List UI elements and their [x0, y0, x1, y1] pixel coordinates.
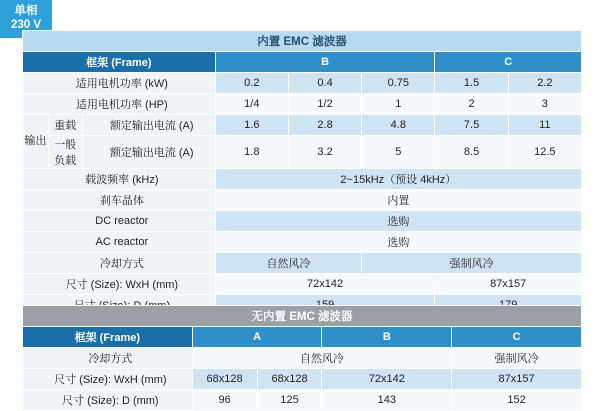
- emc-builtin-table: [22, 30, 582, 316]
- table-row: [23, 211, 582, 232]
- table-row: [23, 369, 582, 390]
- cell: 152: [452, 390, 582, 411]
- output-group-label: 输出: [23, 115, 49, 169]
- cell: 143: [322, 390, 452, 411]
- frame-label-2: 框架 (Frame): [23, 327, 193, 348]
- cell: 1.8: [215, 136, 288, 169]
- cell: 96: [192, 390, 257, 411]
- row-label-cooling-2: 冷却方式: [23, 348, 193, 369]
- cell: 2: [435, 94, 508, 115]
- cell-ac-reactor: 选购: [215, 232, 581, 253]
- table1-title: 内置 EMC 滤波器: [23, 31, 582, 52]
- frame-label: 框架 (Frame): [23, 52, 216, 73]
- cell-brake: 内置: [215, 190, 581, 211]
- cell: 3: [508, 94, 581, 115]
- row-label-current-normal: 额定输出电流 (A): [82, 136, 215, 169]
- table-row: [23, 348, 582, 369]
- row-label-size-wxh-2: 尺寸 (Size): WxH (mm): [23, 369, 193, 390]
- cell: 3.2: [288, 136, 361, 169]
- row-label-kw: 适用电机功率 (kW): [23, 73, 216, 94]
- sub-label-heavy: 重载: [48, 115, 82, 136]
- cell: 4.8: [362, 115, 435, 136]
- badge-voltage: 230 V: [10, 19, 42, 31]
- row-label-cooling: 冷却方式: [23, 253, 216, 274]
- cell-size-wxh-b: 72x142: [215, 274, 435, 295]
- cell: 0.75: [362, 73, 435, 94]
- row-label-size-wxh: 尺寸 (Size): WxH (mm): [23, 274, 216, 295]
- table1-frame-row: [23, 52, 582, 73]
- cell-size-wxh-c: 87x157: [435, 274, 582, 295]
- row-label-ac-reactor: AC reactor: [23, 232, 216, 253]
- row-label-brake: 刹车晶体: [23, 190, 216, 211]
- cell: 7.5: [435, 115, 508, 136]
- cell: 1/4: [215, 94, 288, 115]
- row-label-hp: 适用电机功率 (HP): [23, 94, 216, 115]
- table2-frame-row: [23, 327, 582, 348]
- row-label-carrier: 载波频率 (kHz): [23, 169, 216, 190]
- table2-title-row: [23, 306, 582, 327]
- row-label-dc-reactor: DC reactor: [23, 211, 216, 232]
- cell: 1/2: [288, 94, 361, 115]
- table-row: [23, 390, 582, 411]
- cell: 87x157: [452, 369, 582, 390]
- frame-group-c: C: [435, 52, 582, 73]
- frame-b: B: [322, 327, 452, 348]
- table-row: [23, 190, 582, 211]
- cell-cooling-natural: 自然风冷: [215, 253, 362, 274]
- frame-c: C: [452, 327, 582, 348]
- cell: 12.5: [508, 136, 581, 169]
- cell: 0.4: [288, 73, 361, 94]
- cell: 72x142: [322, 369, 452, 390]
- table-row: [23, 73, 582, 94]
- cell: 8.5: [435, 136, 508, 169]
- cell: 1: [362, 94, 435, 115]
- cell-cooling-natural-2: 自然风冷: [192, 348, 452, 369]
- table-row: [23, 94, 582, 115]
- cell: 2.2: [508, 73, 581, 94]
- frame-group-b: B: [215, 52, 435, 73]
- cell: 1.6: [215, 115, 288, 136]
- table-row: [23, 232, 582, 253]
- cell: 0.2: [215, 73, 288, 94]
- table2-title: 无内置 EMC 滤波器: [23, 306, 582, 327]
- table1-title-row: [23, 31, 582, 52]
- cell: 68x128: [257, 369, 322, 390]
- table-row: [23, 136, 582, 169]
- table-row: [23, 274, 582, 295]
- emc-none-table: [22, 305, 582, 411]
- row-label-size-d-2: 尺寸 (Size): D (mm): [23, 390, 193, 411]
- cell-carrier: 2~15kHz（预设 4kHz）: [215, 169, 581, 190]
- table-row: [23, 115, 582, 136]
- cell: 5: [362, 136, 435, 169]
- table-row: [23, 169, 582, 190]
- table-row: [23, 253, 582, 274]
- cell: 1.5: [435, 73, 508, 94]
- frame-a: A: [192, 327, 322, 348]
- cell: 11: [508, 115, 581, 136]
- sub-label-normal: 一般负载: [48, 136, 82, 169]
- cell: 125: [257, 390, 322, 411]
- cell-cooling-forced: 强制风冷: [362, 253, 582, 274]
- row-label-current-heavy: 额定输出电流 (A): [82, 115, 215, 136]
- cell: 2.8: [288, 115, 361, 136]
- badge-phase: 单相: [14, 5, 38, 18]
- cell: 68x128: [192, 369, 257, 390]
- cell-cooling-forced-2: 强制风冷: [452, 348, 582, 369]
- cell-dc-reactor: 选购: [215, 211, 581, 232]
